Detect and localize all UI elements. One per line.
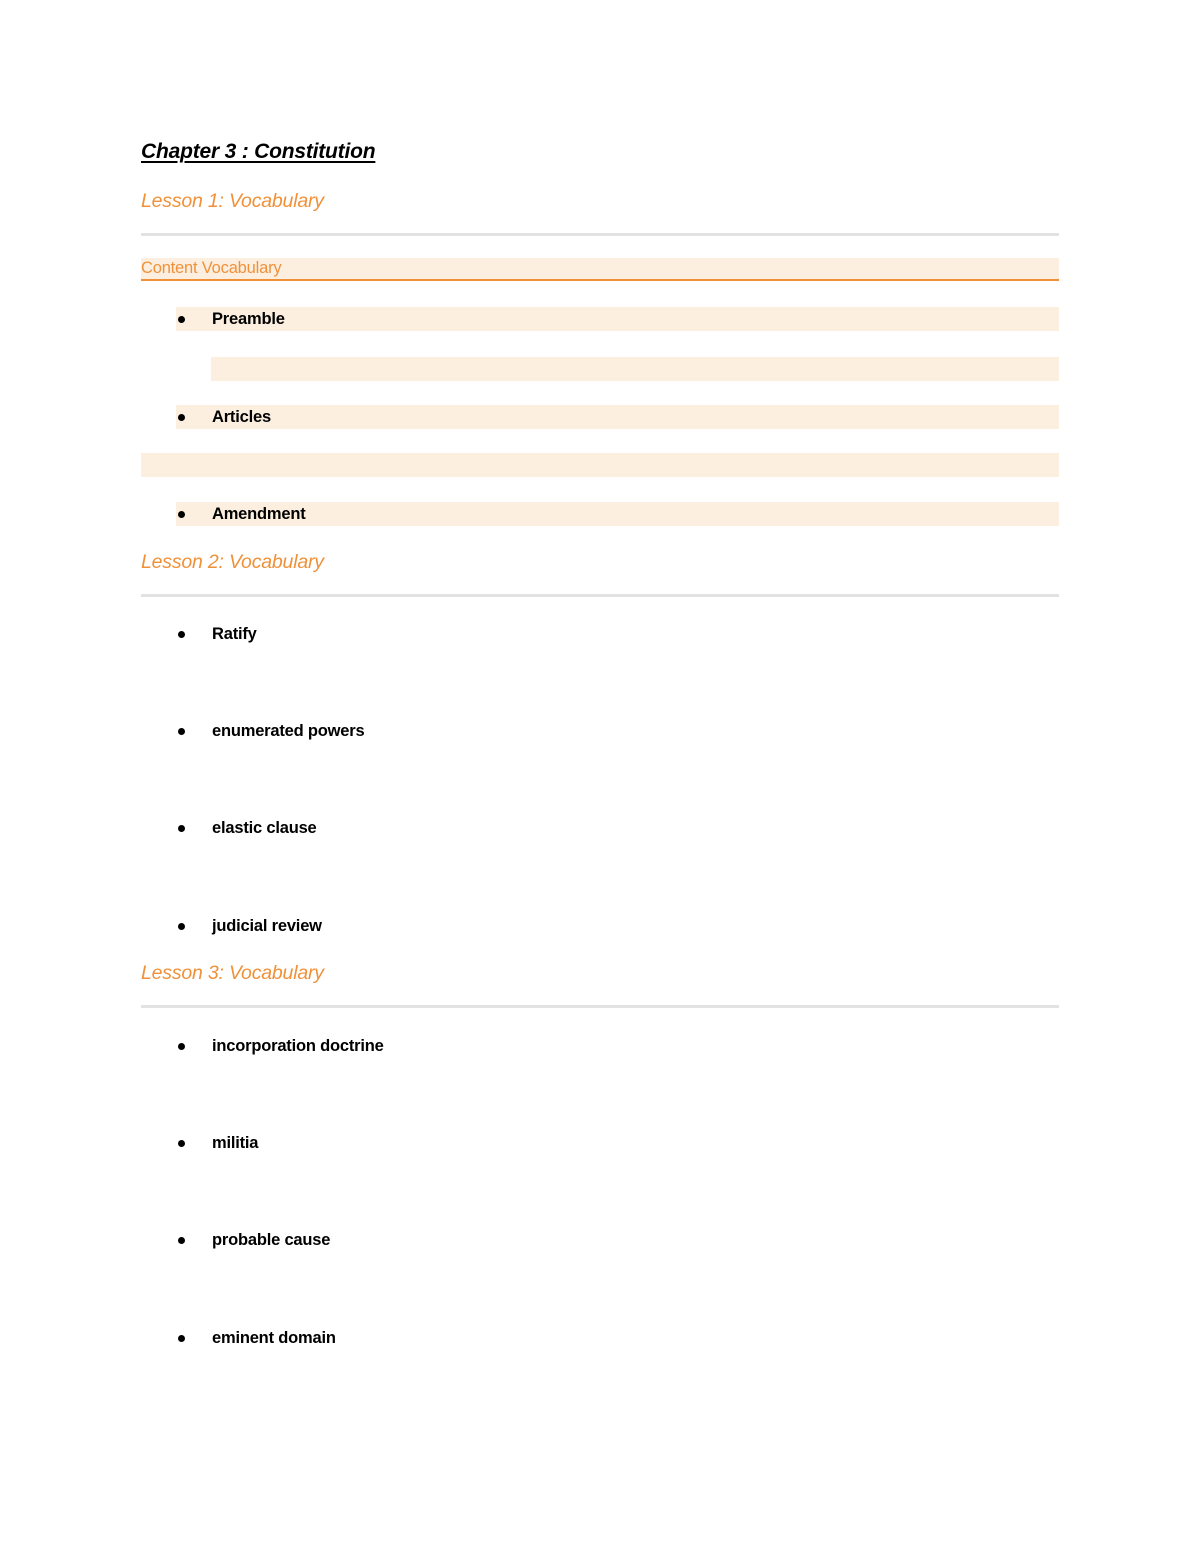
bullet-icon: [178, 316, 185, 323]
vocab-term: Ratify: [212, 625, 257, 643]
lesson-2-title: Lesson 2: Vocabulary: [141, 551, 324, 573]
vocab-term: enumerated powers: [212, 722, 365, 740]
list-item: [176, 622, 1059, 646]
vocab-term: militia: [212, 1134, 259, 1152]
bullet-icon: [178, 1335, 185, 1342]
bullet-icon: [178, 728, 185, 735]
lesson-1-title: Lesson 1: Vocabulary: [141, 190, 324, 212]
list-item: [176, 914, 1059, 938]
list-item: [176, 405, 1059, 429]
bullet-icon: [178, 511, 185, 518]
bullet-icon: [178, 1043, 185, 1050]
vocab-term: Articles: [212, 408, 271, 426]
vocab-term: eminent domain: [212, 1329, 336, 1347]
bullet-icon: [178, 631, 185, 638]
vocab-term: incorporation doctrine: [212, 1037, 384, 1055]
list-item: [176, 1228, 1059, 1252]
vocab-term: Preamble: [212, 310, 285, 328]
bullet-icon: [178, 1237, 185, 1244]
content-vocabulary-header: [141, 258, 1059, 281]
vocab-term: probable cause: [212, 1231, 331, 1249]
list-item: [176, 307, 1059, 331]
bullet-icon: [178, 414, 185, 421]
list-item: [176, 719, 1059, 743]
list-item: [176, 1034, 1059, 1058]
bullet-icon: [178, 1140, 185, 1147]
chapter-title: Chapter 3 : Constitution: [141, 140, 376, 163]
list-item: [176, 1131, 1059, 1155]
lesson-1-divider: [141, 233, 1059, 236]
bullet-icon: [178, 825, 185, 832]
list-item: [176, 816, 1059, 840]
vocab-term: Amendment: [212, 505, 306, 523]
list-item: [176, 502, 1059, 526]
content-vocabulary-label: Content Vocabulary: [141, 259, 282, 277]
lesson-3-divider: [141, 1005, 1059, 1008]
vocab-term: elastic clause: [212, 819, 317, 837]
bullet-icon: [178, 923, 185, 930]
vocab-term: judicial review: [212, 917, 322, 935]
lesson-3-title: Lesson 3: Vocabulary: [141, 962, 324, 984]
highlight-row: [211, 357, 1059, 381]
list-item: [176, 1326, 1059, 1350]
lesson-2-divider: [141, 594, 1059, 597]
highlight-row: [141, 453, 1059, 477]
